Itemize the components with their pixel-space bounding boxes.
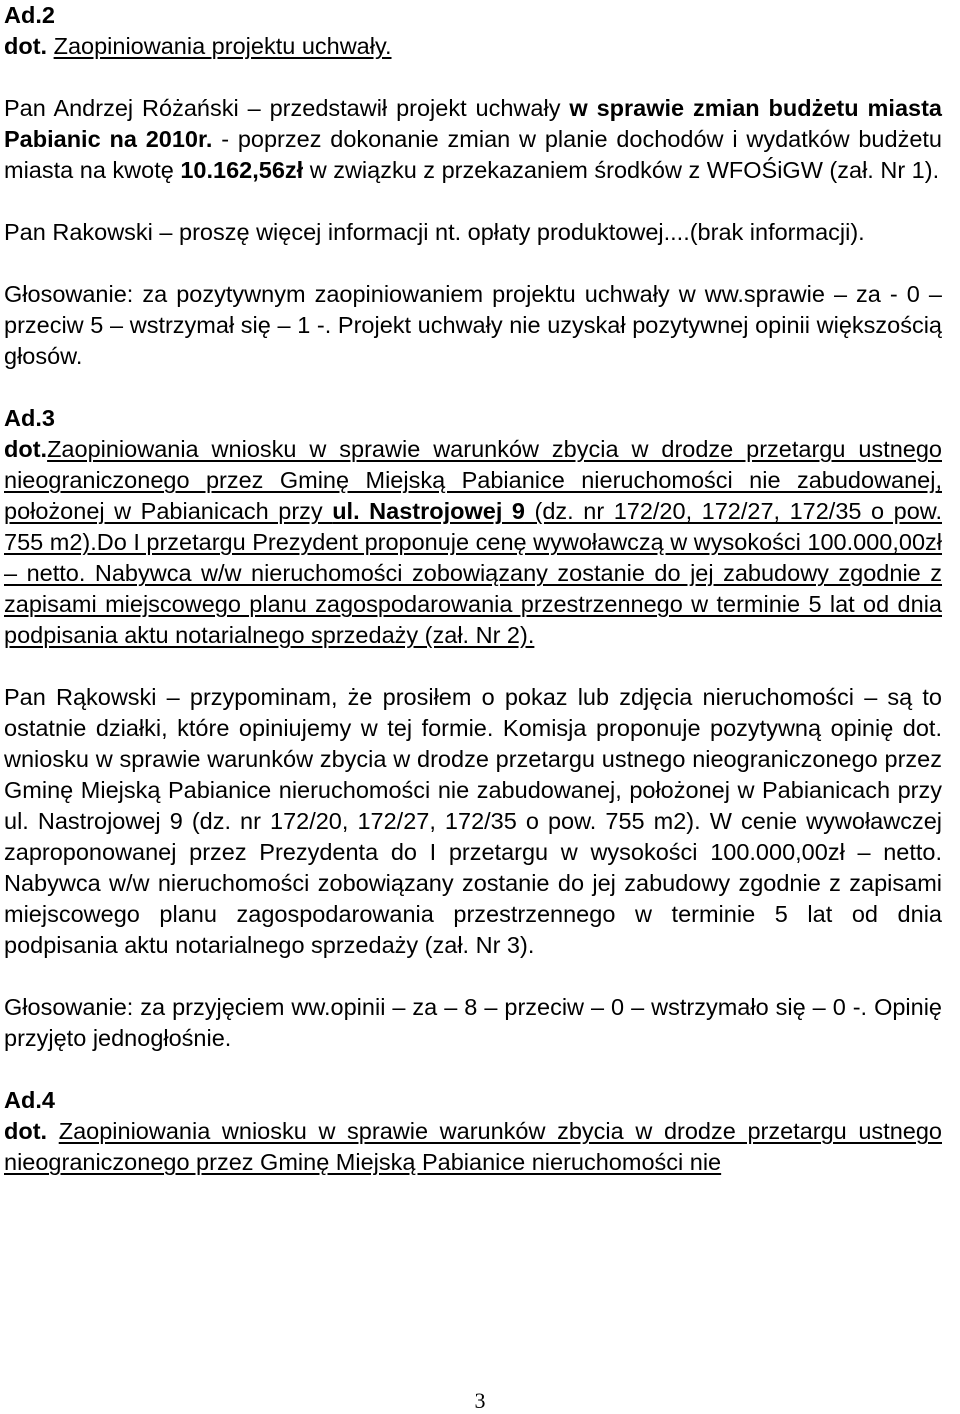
ad2-paragraph-vote: Głosowanie: za pozytywnym zaopiniowaniem projektu uchwały w ww.sprawie – za - 0 – przeciw 5 – wstrzymał się – 1 -. Projekt uchwały nie uzyskał pozytywnej opinii większością głosów. (4, 281, 942, 369)
ad2-paragraph-question: Pan Rakowski – proszę więcej informacji nt. opłaty produktowej....(brak informacji). (4, 219, 865, 245)
ad3-paragraph-discussion: Pan Rąkowski – przypominam, że prosiłem o pokaz lub zdjęcia nieruchomości – są to ostatnie działki, które opiniujemy w tej formie. Komisja proponuje pozytywną opinię dot. wniosku w sprawie warunków zbycia w drodze przetargu ustnego nieograniczonego przez Gminę Miejską Pabianice nieruchomości nie zabudowanej, położonej w Pabianicach przy ul. Nastrojowej 9 (dz. nr 172/20, 172/27, 172/35 o pow. 755 m2). W cenie wywoławczej zaproponowanej przez Prezydenta do I przetargu w wysokości 100.000,00zł – netto. Nabywca w/w nieruchomości zobowiązany zostanie do jej zabudowy zgodnie z zapisami miejscowego planu zagospodarowania przestrzennego w terminie 5 lat od dnia podpisania aktu notarialnego sprzedaży (zał. Nr 3). (4, 684, 942, 958)
ad4-heading: Ad.4 (4, 1087, 55, 1113)
ad3-paragraph-vote: Głosowanie: za przyjęciem ww.opinii – za – 8 – przeciw – 0 – wstrzymało się – 0 -. Opinię przyjęto jednogłośnie. (4, 994, 942, 1051)
ad3-heading: Ad.3 (4, 405, 55, 431)
document-page (4, 0, 942, 1178)
ad4-subject: dot. Zaopiniowania wniosku w sprawie warunków zbycia w drodze przetargu ustnego nieograniczonego przez Gminę Miejską Pabianice nieruchomości nie (4, 1118, 942, 1175)
ad2-paragraph-presentation: Pan Andrzej Różański – przedstawił projekt uchwały w sprawie zmian budżetu miasta Pabianic na 2010r. - poprzez dokonanie zmian w planie dochodów i wydatków budżetu miasta na kwotę 10.162,56zł w związku z przekazaniem środków z WFOŚiGW (zał. Nr 1). (4, 95, 942, 183)
page-number: 3 (474, 1388, 486, 1413)
ad2-subject: dot. Zaopiniowania projektu uchwały. (4, 33, 392, 59)
ad3-subject: dot.Zaopiniowania wniosku w sprawie warunków zbycia w drodze przetargu ustnego nieograniczonego przez Gminę Miejską Pabianice nieruchomości nie zabudowanej, położonej w Pabianicach przy ul. Nastrojowej 9 (dz. nr 172/20, 172/27, 172/35 o pow. 755 m2).Do I przetargu Prezydent proponuje cenę wywoławczą w wysokości 100.000,00zł – netto. Nabywca w/w nieruchomości zobowiązany zostanie do jej zabudowy zgodnie z zapisami miejscowego planu zagospodarowania przestrzennego w terminie 5 lat od dnia podpisania aktu notarialnego sprzedaży (zał. Nr 2). (4, 436, 942, 648)
ad2-heading: Ad.2 (4, 2, 55, 28)
